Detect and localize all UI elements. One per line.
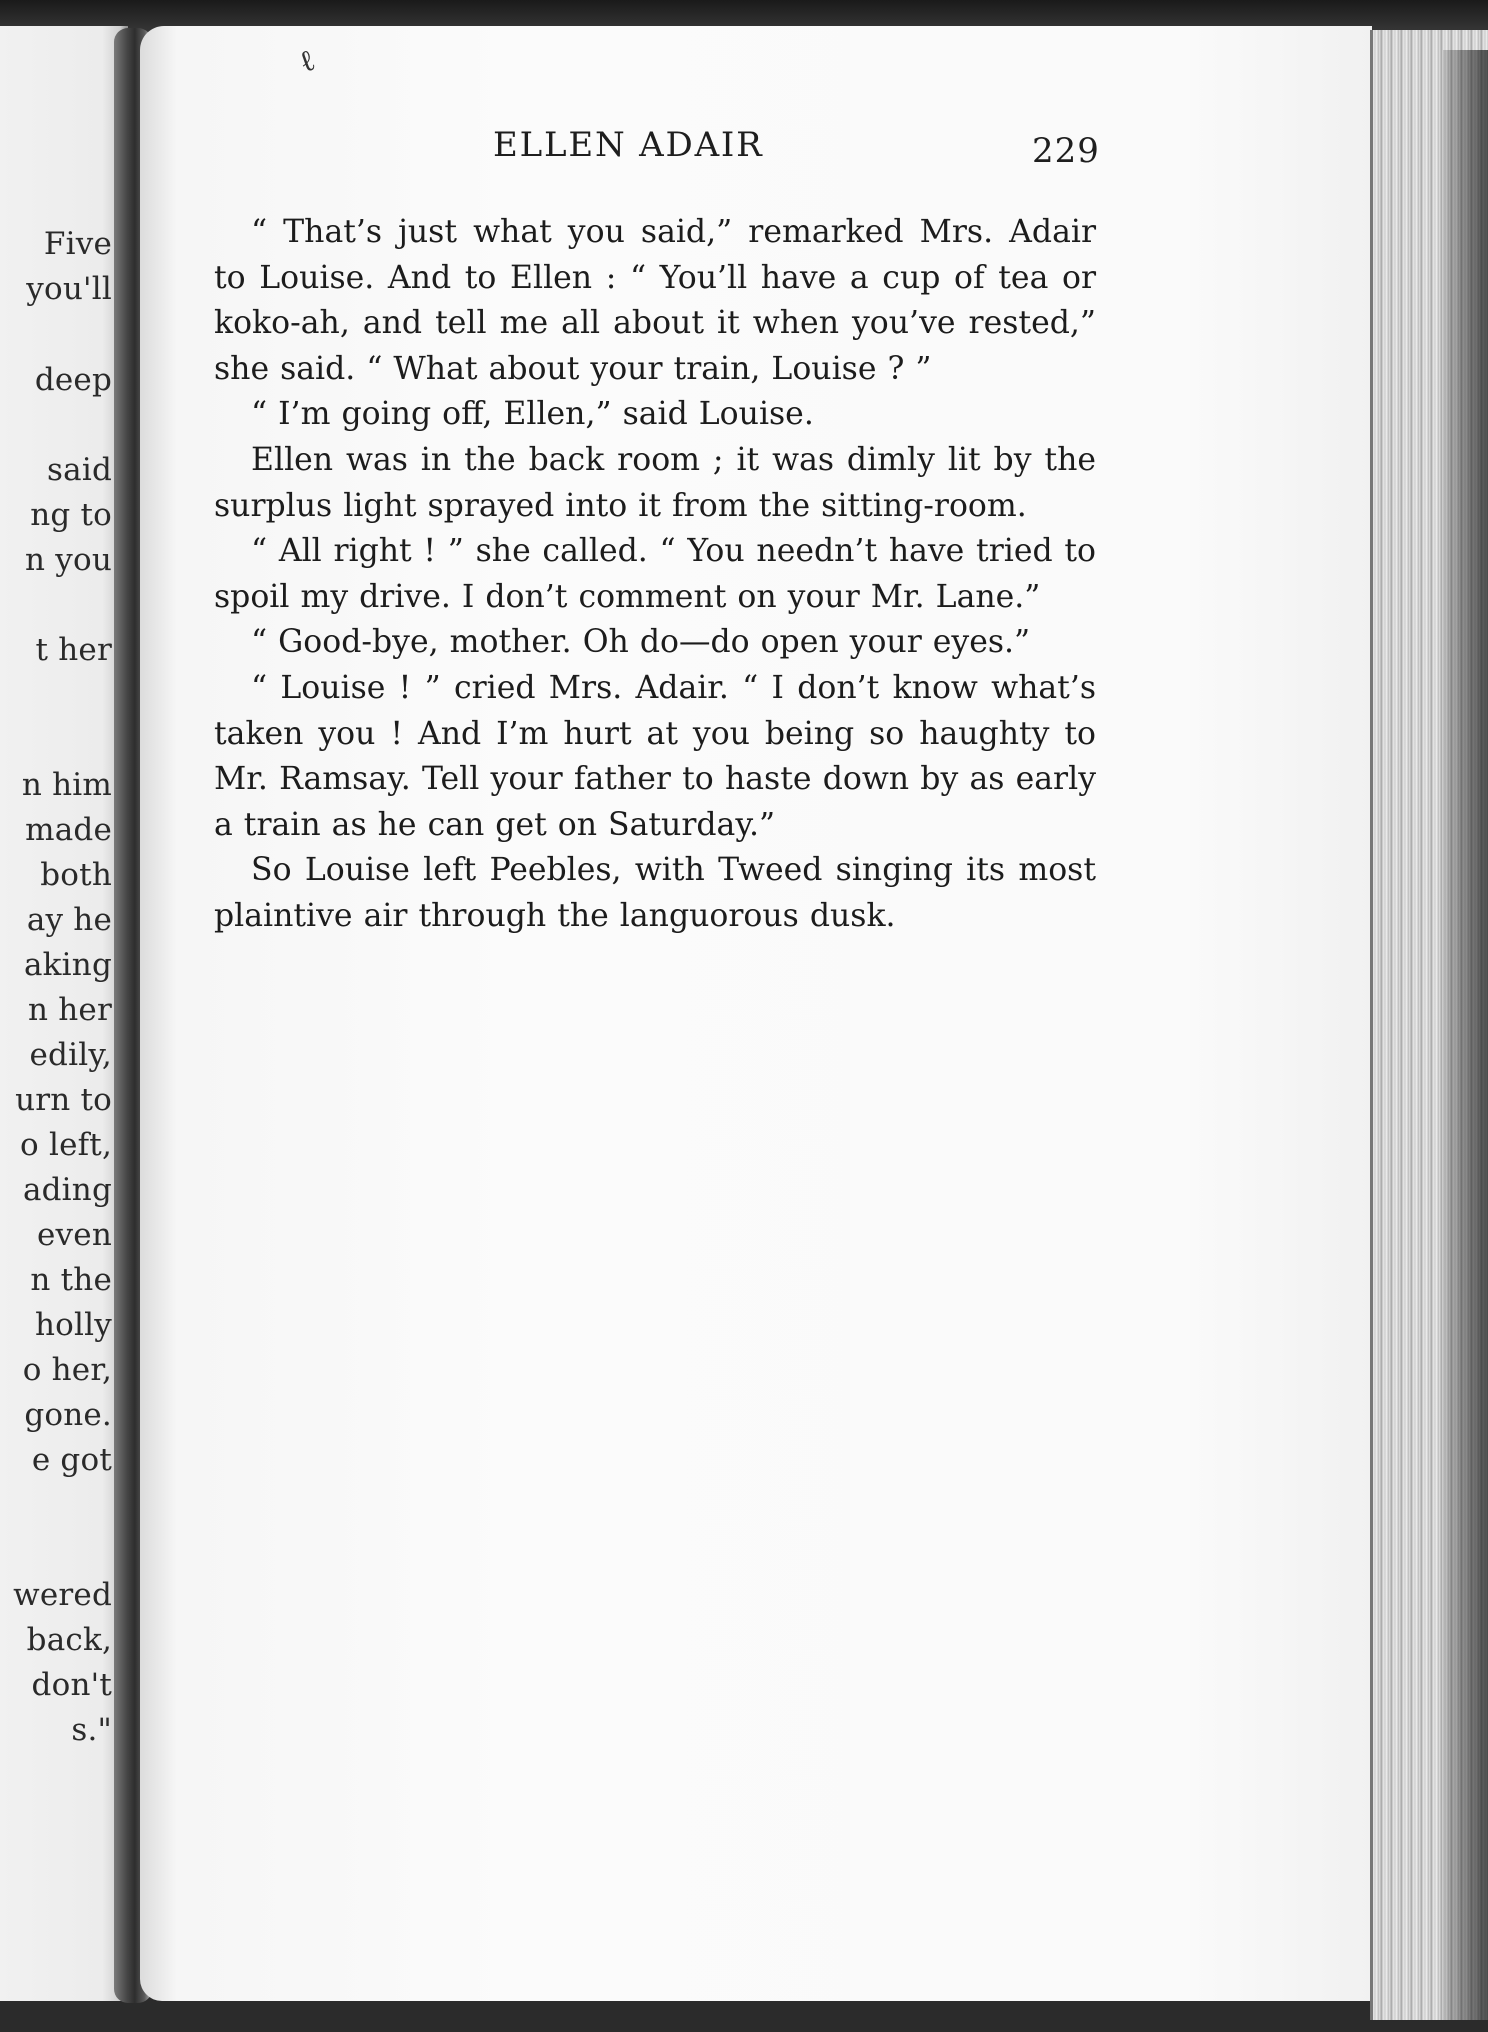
left-page-line: n her (28, 992, 112, 1028)
left-page-line: wered (13, 1577, 112, 1613)
left-page-fragment (0, 26, 128, 2001)
paragraph: So Louise left Peebles, with Tweed singing its most plaintive air through the languorous dusk. (214, 852, 1096, 934)
left-page-line: t her (35, 632, 112, 668)
left-page-line: n you (25, 542, 112, 578)
paragraph: “ That’s just what you said,” remarked Mrs. Adair to Louise. And to Ellen : “ You’ll have a cup of tea or koko-ah, and tell me all about it when you’ve rested,” she said. “ What about your train, Louise ? ” (214, 214, 1096, 387)
left-page-line: n the (30, 1262, 112, 1298)
left-page-line: ading (22, 1172, 112, 1208)
left-page-line: said (47, 452, 112, 488)
left-page-line: even (37, 1217, 112, 1253)
left-page-line: holly (35, 1307, 112, 1343)
left-page-line: gone. (24, 1397, 112, 1433)
left-page-line: back, (26, 1622, 112, 1658)
paragraph: “ Good-bye, mother. Oh do—do open your eyes.” (251, 624, 1031, 661)
page-edges (1370, 30, 1488, 2020)
left-page-line: aking (24, 947, 112, 983)
pencil-mark: ℓ (294, 42, 320, 81)
left-page-line: Five (43, 226, 112, 262)
left-page-line: you'll (26, 271, 112, 307)
running-title: ELLEN ADAIR (493, 125, 764, 165)
left-page-line: edily, (29, 1037, 112, 1073)
paragraph: Ellen was in the back room ; it was dimly lit by the surplus light sprayed into it from the sitting-room. (214, 441, 1096, 524)
left-page-line: o left, (20, 1127, 112, 1163)
left-page-line: ay he (26, 902, 112, 938)
left-page-line: ng to (30, 497, 112, 533)
left-page-line: deep (34, 362, 112, 398)
left-page-line: don't (31, 1667, 112, 1703)
body-text (214, 210, 1096, 940)
paragraph: “ All right ! ” she called. “ You needn’t have tried to spoil my drive. I don’t comment on your Mr. Lane.” (214, 533, 1096, 615)
page-number: 229 (1032, 131, 1100, 171)
left-page-line: n him (21, 767, 112, 803)
left-page-line: made (25, 812, 112, 848)
paragraph: “ I’m going off, Ellen,” said Louise. (251, 396, 814, 433)
left-page-line: both (40, 857, 112, 893)
paragraph: “ Louise ! ” cried Mrs. Adair. “ I don’t know what’s taken you ! And I’m hurt at you being so haughty to Mr. Ramsay. Tell your father to haste down by as early a train as he can get on Saturday.” (214, 669, 1096, 843)
left-page-line: urn to (15, 1082, 112, 1118)
left-page-line: e got (31, 1442, 112, 1478)
left-page-line: s." (71, 1712, 112, 1748)
left-page-line: o her, (22, 1352, 112, 1388)
